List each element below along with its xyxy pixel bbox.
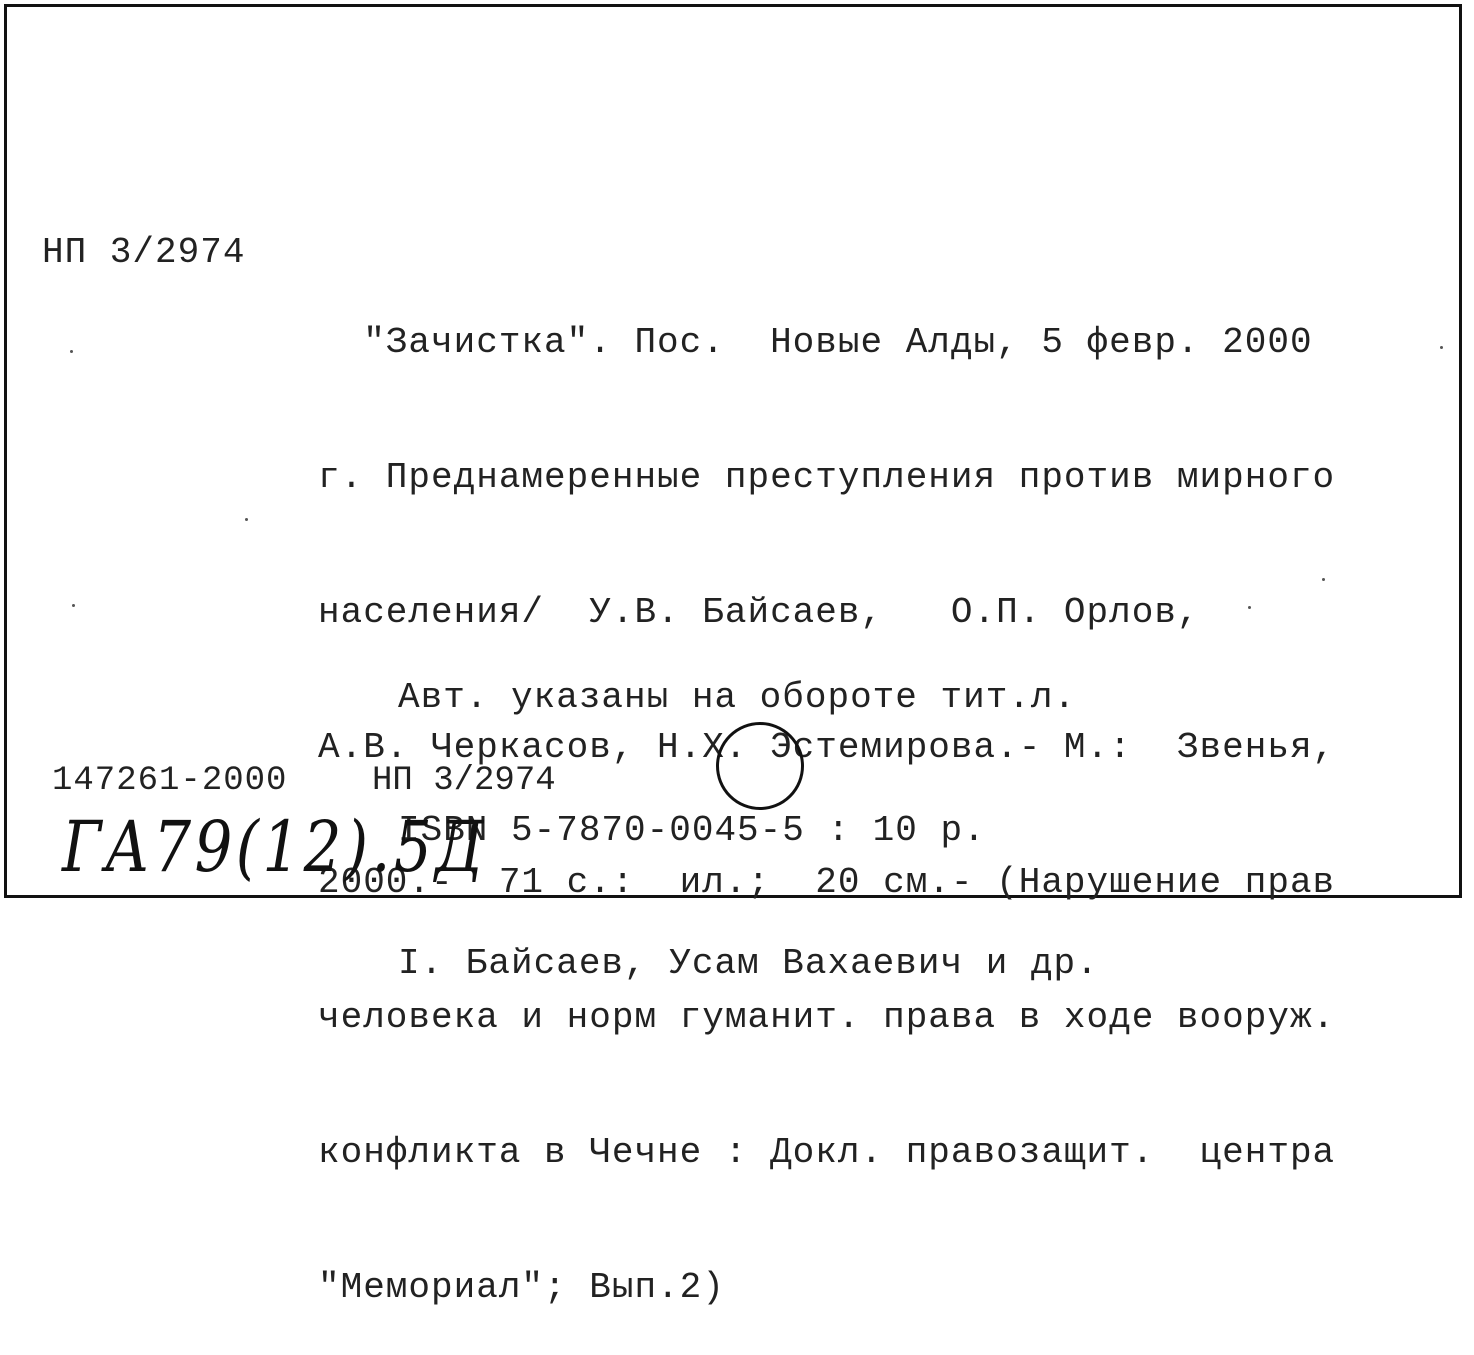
description-line: "Зачистка". Пос. Новые Алды, 5 февр. 2000 <box>318 322 1313 363</box>
description-line: конфликта в Чечне : Докл. правозащит. центра <box>318 1132 1336 1173</box>
description-line: "Мемориал"; Вып.2) <box>318 1267 725 1308</box>
note-isbn: ISBN 5-7870-0045-5 : 10 р. <box>398 810 986 851</box>
description-line: А.В. Черкасов, Н.Х. Эстемирова.- М.: Звенья, <box>318 727 1336 768</box>
description-line: человека и норм гуманит. права в ходе вооруж. <box>318 997 1336 1038</box>
call-number: НП 3/2974 <box>42 232 246 273</box>
card-notes <box>398 588 1099 1031</box>
scan-speck <box>72 604 75 607</box>
description-line: г. Преднамеренные преступления против мирного <box>318 457 1336 498</box>
card-punch-hole <box>716 722 804 810</box>
note-tracing: I. Байсаев, Усам Вахаевич и др. <box>398 943 1099 984</box>
description-line: 2000.- 71 с.: ил.; 20 см.- (Нарушение прав <box>318 862 1336 903</box>
scan-speck <box>245 518 248 521</box>
scan-speck <box>1322 578 1325 581</box>
scan-speck <box>70 350 73 353</box>
note-authors: Авт. указаны на обороте тит.л. <box>398 677 1077 718</box>
description-line: населения/ У.В. Байсаев, О.П. Орлов, <box>318 592 1200 633</box>
inventory-number: 147261-2000 <box>52 762 288 800</box>
handwritten-classification: ГА79(12).5Д <box>62 806 487 888</box>
scan-speck <box>1248 606 1251 609</box>
scan-speck <box>1440 346 1443 349</box>
shelf-mark: НП 3/2974 <box>372 762 556 800</box>
